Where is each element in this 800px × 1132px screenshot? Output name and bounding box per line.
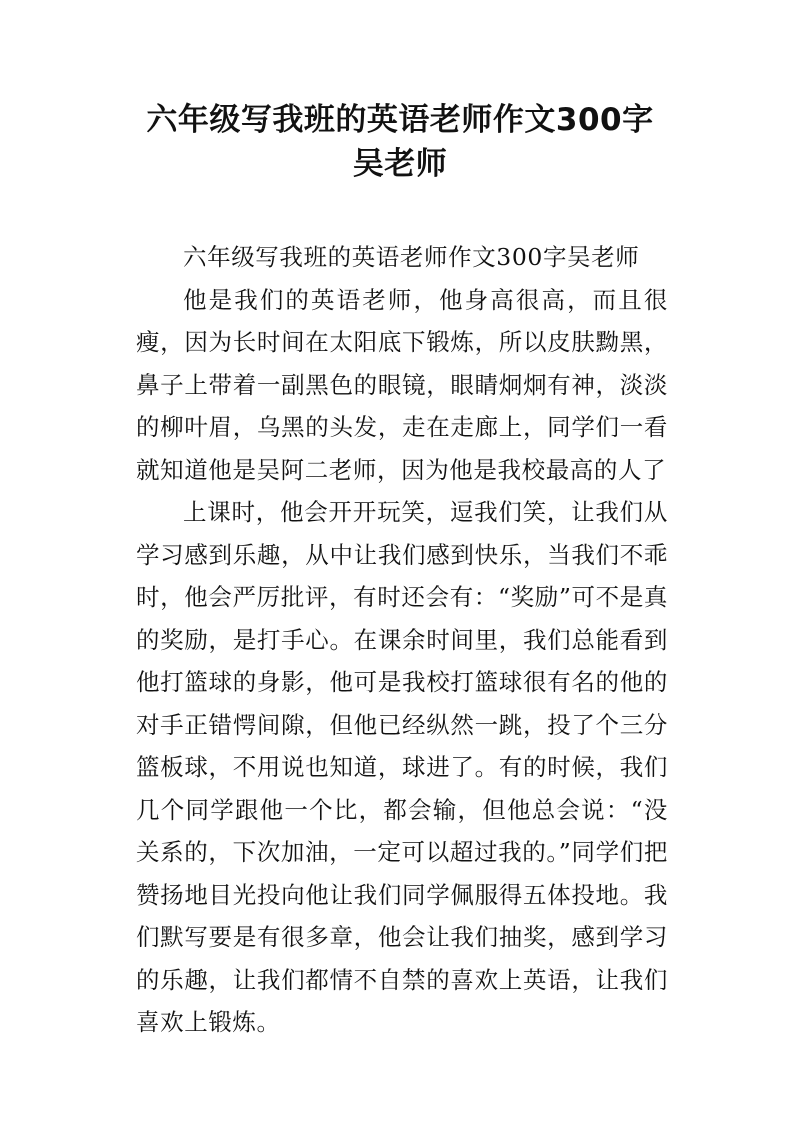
description-paragraph: 他是我们的英语老师，他身高很高，而且很瘦，因为长时间在太阳底下锻炼，所以皮肤黝黑，鼻子上带着一副黑色的眼镜，眼睛炯炯有神，淡淡的柳叶眉，乌黑的头发，走在走廊上，同学们一看就知道他是吴阿二老师，因为他是我校最高的人了 [136,285,668,484]
classroom-paragraph: 上课时，他会开开玩笑，逗我们笑，让我们从学习感到乐趣，从中让我们感到快乐，当我们不乖时，他会严厉批评，有时还会有：“奖励”可不是真的奖励，是打手心。在课余时间里，我们总能看到他打篮球的身影，他可是我校打篮球很有名的他的对手正错愕间隙，但他已经纵然一跳，投了个三分篮板球，不用说也知道，球进了。有的时候，我们几个同学跟他一个比，都会输，但他总会说：“没关系的，下次加油，一定可以超过我的。”同学们把赞扬地目光投向他让我们同学佩服得五体投地。我们默写要是有很多章，他会让我们抽奖，感到学习的乐趣，让我们都情不自禁的喜欢上英语，让我们喜欢上锻炼。 [136,498,668,1036]
title-line-2: 吴老师 [352,146,448,182]
subtitle-paragraph: 六年级写我班的英语老师作文300字吴老师 [183,243,640,271]
document-title [0,98,800,186]
title-line-1: 六年级写我班的英语老师作文300字 [146,102,654,138]
document-body [136,236,668,1044]
